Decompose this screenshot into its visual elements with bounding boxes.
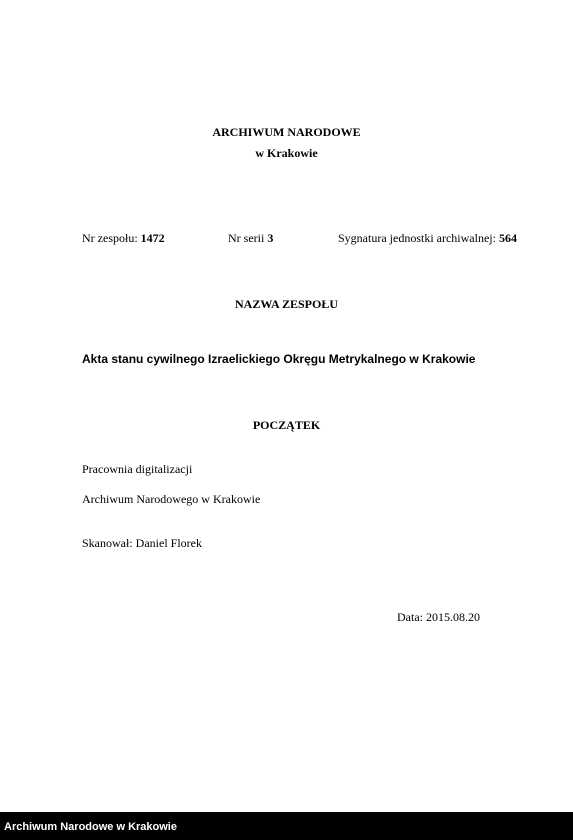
series-number-label: Nr serii [228, 231, 265, 245]
archive-name-heading: ARCHIWUM NARODOWE [212, 125, 361, 139]
digitization-lab: Pracownia digitalizacji [82, 462, 193, 476]
signature-label: Sygnatura jednostki archiwalnej: [338, 231, 496, 245]
fond-title: Akta stanu cywilnego Izraelickiego Okręgu Metrykalnego w Krakowie [82, 352, 476, 366]
fond-number-value: 1472 [140, 231, 165, 245]
scanned-by: Skanował: Daniel Florek [82, 536, 202, 550]
archive-city-heading: w Krakowie [255, 146, 318, 160]
scan-date: Data: 2015.08.20 [397, 610, 480, 624]
series-number-value: 3 [267, 231, 274, 245]
signature-value: 564 [498, 231, 517, 245]
archive-full-name: Archiwum Narodowego w Krakowie [82, 492, 261, 506]
fond-number-label: Nr zespołu: [82, 231, 138, 245]
fond-name-heading: NAZWA ZESPOŁU [234, 297, 339, 311]
fond-number [82, 231, 165, 246]
series-number [228, 231, 273, 246]
start-heading: POCZĄTEK [252, 418, 321, 432]
footer-archive-name: Archiwum Narodowe w Krakowie [4, 821, 177, 833]
footer-bar [0, 812, 573, 840]
signature-number [338, 231, 517, 246]
